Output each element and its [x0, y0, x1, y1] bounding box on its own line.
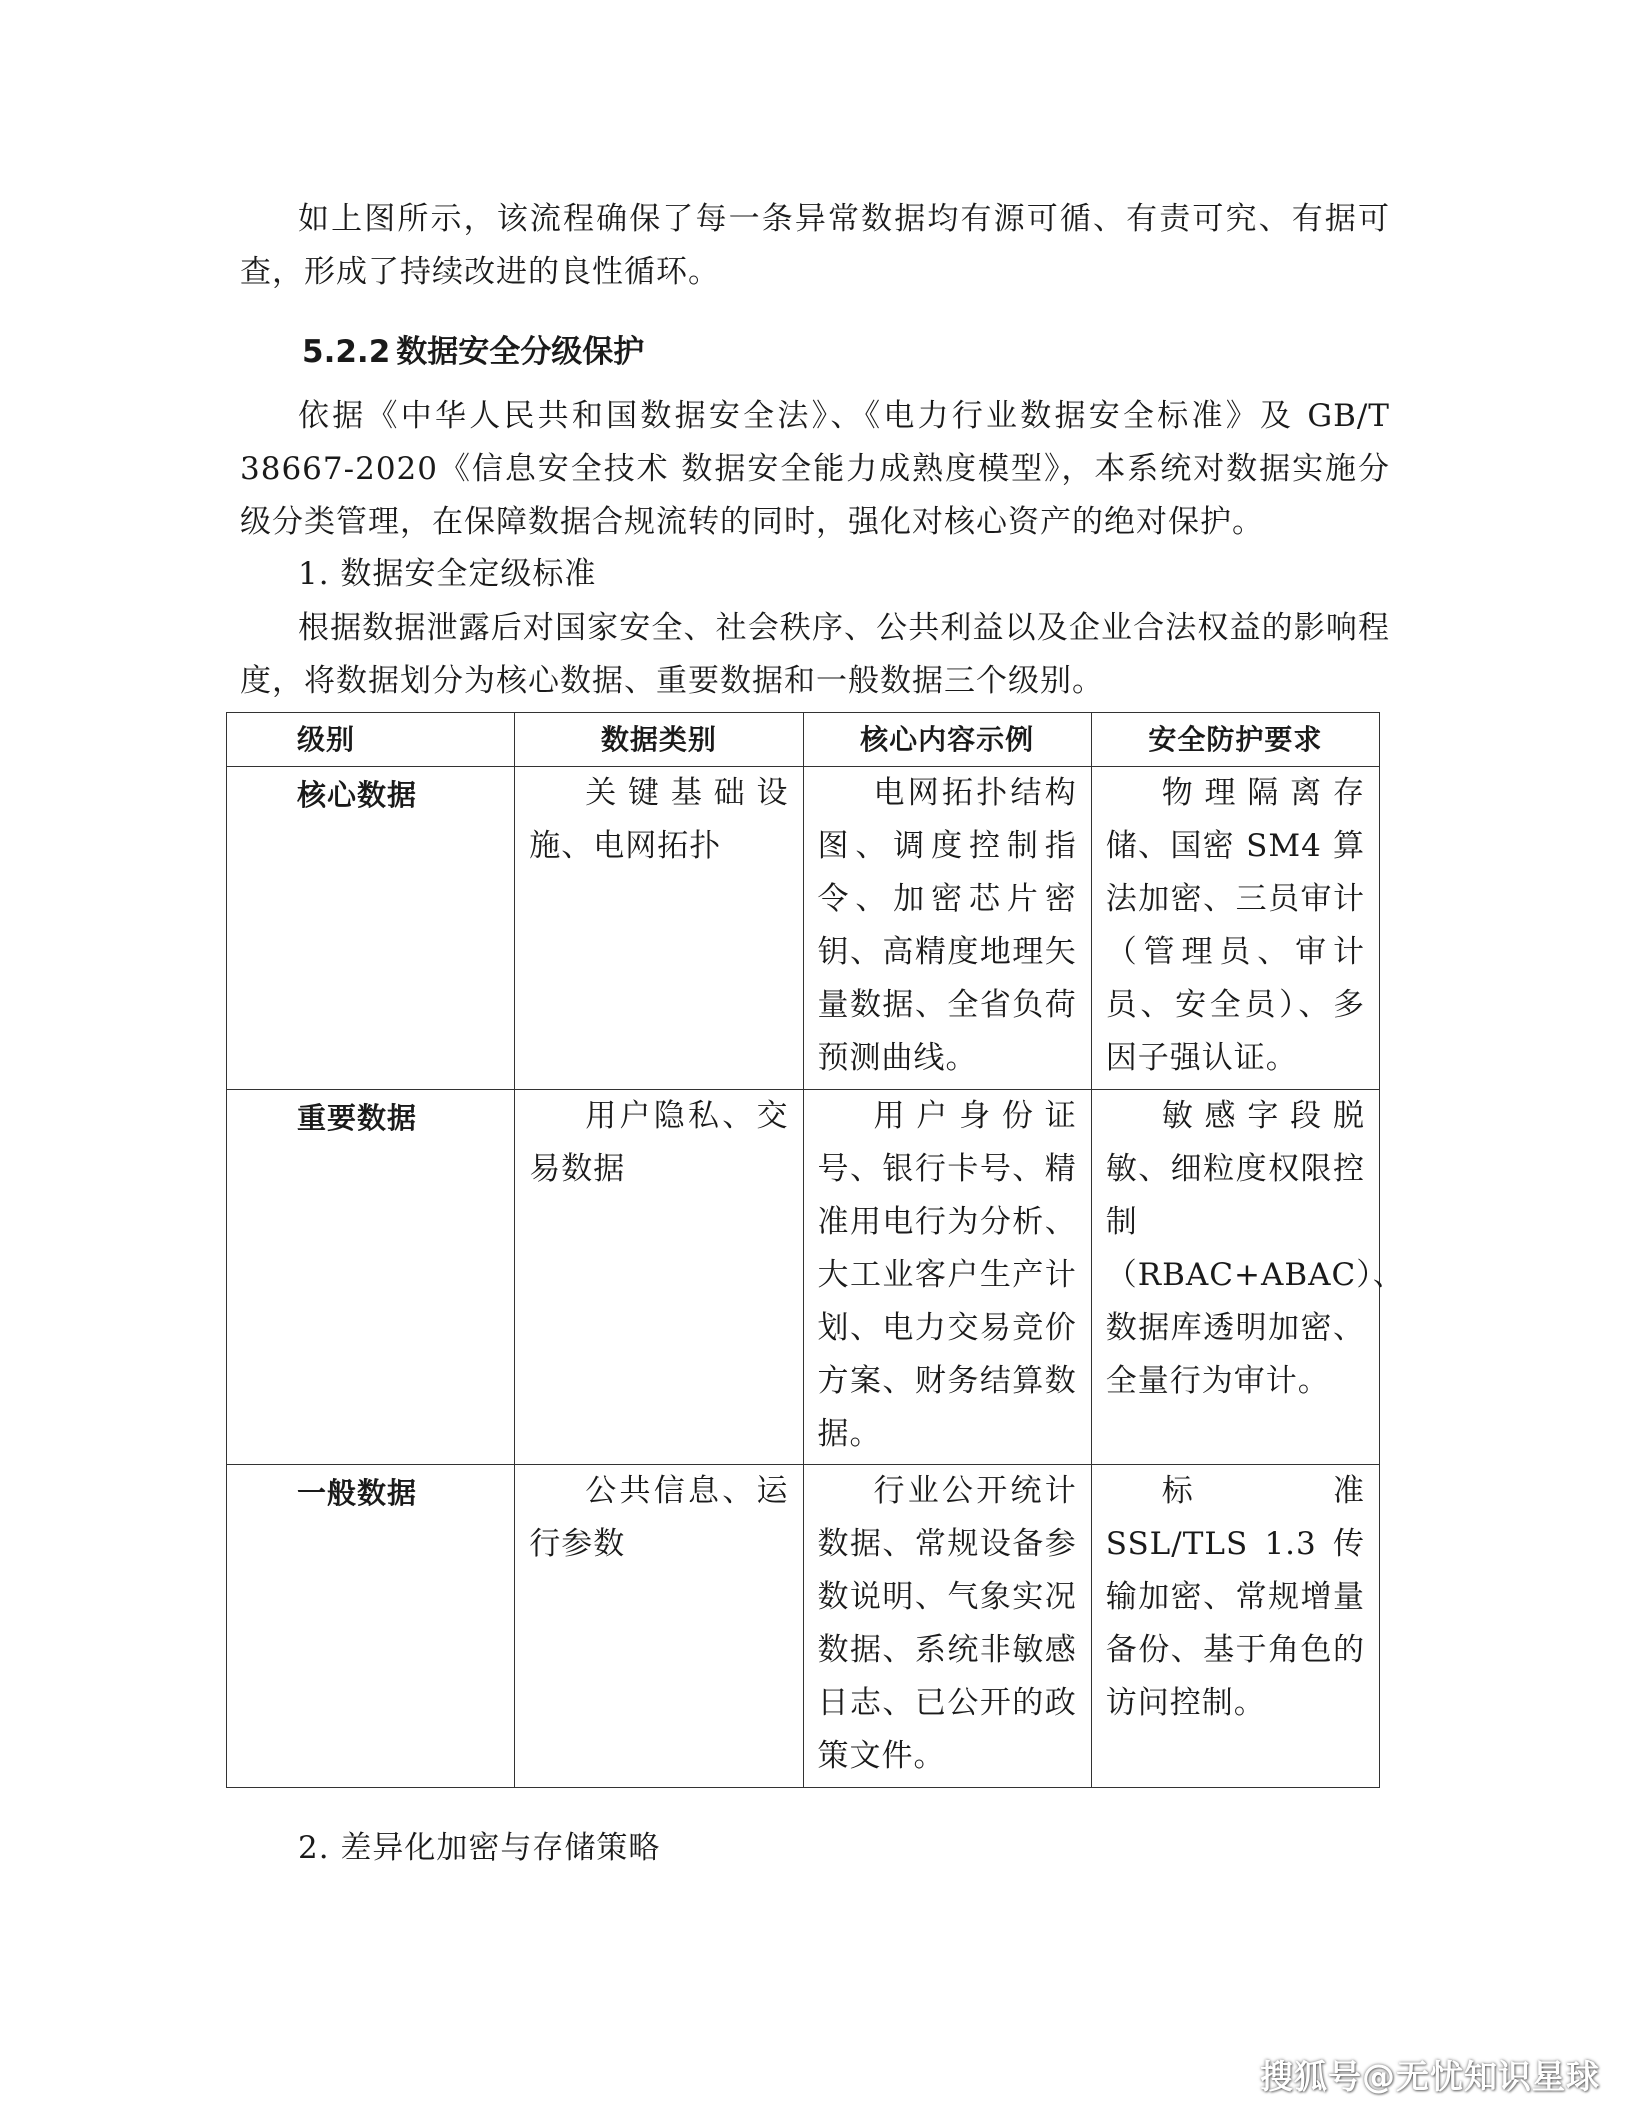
data-classification-table — [226, 712, 1405, 1788]
cell-category: 关键基础设施、电网拓扑 — [515, 767, 803, 1090]
cell-level: 重要数据 — [227, 1090, 515, 1465]
table-row — [227, 1090, 1380, 1465]
basis-paragraph: 依据《中华人民共和国数据安全法》、《电力行业数据安全标准》及 GB/T 38667-2020《信息安全技术 数据安全能力成熟度模型》，本系统对数据实施分级分类管理，在保障数据合规流转的同时，强化对核心资产的绝对保护。 — [240, 398, 1390, 540]
list-item-encryption-strategy: 2. 差异化加密与存储策略 — [298, 1830, 661, 1866]
cell-examples: 用户身份证号、银行卡号、精准用电行为分析、大工业客户生产计划、电力交易竞价方案、财务结算数据。 — [803, 1090, 1091, 1465]
section-heading — [302, 330, 644, 374]
watermark: 搜狐号@无忧知识星球 — [1260, 2057, 1600, 2096]
header-protection: 安全防护要求 — [1091, 713, 1379, 767]
table-row — [227, 767, 1380, 1090]
cell-protection: 敏感字段脱敏、细粒度权限控制（RBAC+ABAC）、数据库透明加密、全量行为审计。 — [1091, 1090, 1379, 1465]
intro-paragraph: 如上图所示，该流程确保了每一条异常数据均有源可循、有责可究、有据可查，形成了持续改进的良性循环。 — [240, 201, 1390, 290]
cell-examples: 电网拓扑结构图、调度控制指令、加密芯片密钥、高精度地理矢量数据、全省负荷预测曲线。 — [803, 767, 1091, 1090]
table-row — [227, 1465, 1380, 1788]
grading-paragraph: 根据数据泄露后对国家安全、社会秩序、公共利益以及企业合法权益的影响程度，将数据划分为核心数据、重要数据和一般数据三个级别。 — [240, 610, 1390, 699]
header-level: 级别 — [227, 713, 515, 767]
section-title: 数据安全分级保护 — [396, 334, 645, 370]
cell-protection: 物理隔离存储、国密 SM4 算法加密、三员审计（管理员、审计员、安全员）、多因子强认证。 — [1091, 767, 1379, 1090]
cell-protection: 标准 SSL/TLS 1.3 传输加密、常规增量备份、基于角色的访问控制。 — [1091, 1465, 1379, 1788]
section-number: 5.2.2 — [302, 334, 391, 370]
cell-level: 一般数据 — [227, 1465, 515, 1788]
table-header-row — [227, 713, 1380, 767]
list-item-grading-standard: 1. 数据安全定级标准 — [298, 556, 597, 592]
cell-category: 用户隐私、交易数据 — [515, 1090, 803, 1465]
cell-category: 公共信息、运行参数 — [515, 1465, 803, 1788]
header-category: 数据类别 — [515, 713, 803, 767]
cell-examples: 行业公开统计数据、常规设备参数说明、气象实况数据、系统非敏感日志、已公开的政策文件。 — [803, 1465, 1091, 1788]
header-examples: 核心内容示例 — [803, 713, 1091, 767]
cell-level: 核心数据 — [227, 767, 515, 1090]
